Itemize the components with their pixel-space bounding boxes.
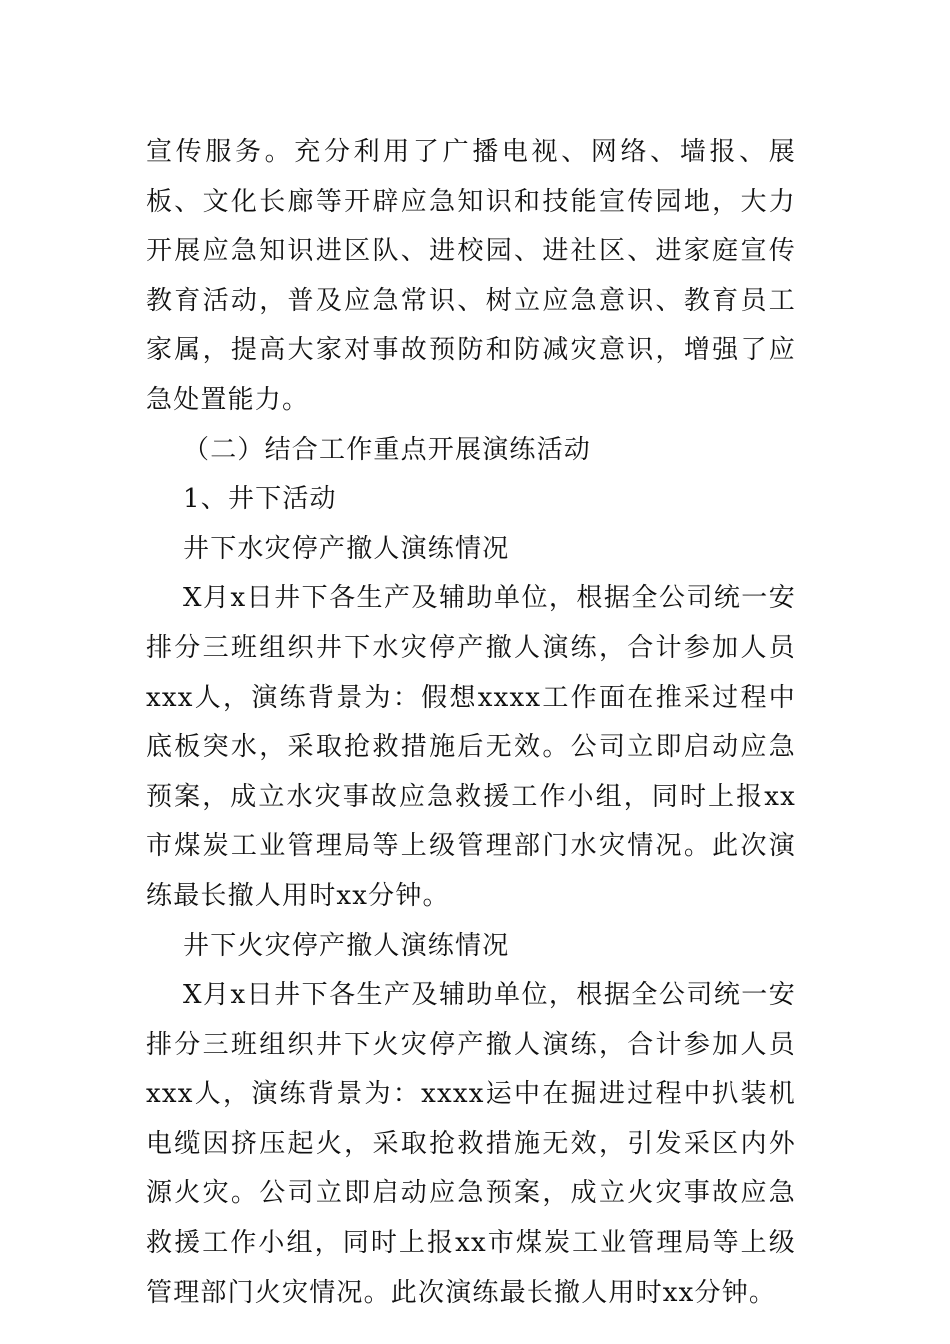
- section-heading-drills: （二）结合工作重点开展演练活动: [183, 434, 592, 465]
- item-heading-flood-drill: 井下水灾停产撤人演练情况: [183, 533, 510, 564]
- subsection-heading-underground: 1、井下活动: [183, 484, 337, 515]
- paragraph-fire-drill: X月x日井下各生产及辅助单位，根据全公司统一安排分三班组织井下火灾停产撤人演练，合计参加人员xxx人，演练背景为：xxxx运中在掘进过程中扒装机电缆因挤压起火，采取抢救措施无效，引发采区内外源火灾。公司立即启动应急预案，成立火灾事故应急救援工作小组，同时上报xx市煤炭工业管理局等上级管理部门火灾情况。此次演练最长撤人用时xx分钟。: [146, 980, 796, 1308]
- document-page: [146, 128, 796, 1318]
- paragraph-flood-drill: X月x日井下各生产及辅助单位，根据全公司统一安排分三班组织井下水灾停产撤人演练，合计参加人员xxx人，演练背景为：假想xxxx工作面在推采过程中底板突水，采取抢救措施后无效。公司立即启动应急预案，成立水灾事故应急救援工作小组，同时上报xx市煤炭工业管理局等上级管理部门水灾情况。此次演练最长撤人用时xx分钟。: [146, 583, 796, 911]
- paragraph-publicity: 宣传服务。充分利用了广播电视、网络、墙报、展板、文化长廊等开辟应急知识和技能宣传园地，大力开展应急知识进区队、进校园、进社区、进家庭宣传教育活动，普及应急常识、树立应急意识、教育员工家属，提高大家对事故预防和防减灾意识，增强了应急处置能力。: [146, 137, 796, 415]
- item-heading-fire-drill: 井下火灾停产撤人演练情况: [183, 930, 510, 961]
